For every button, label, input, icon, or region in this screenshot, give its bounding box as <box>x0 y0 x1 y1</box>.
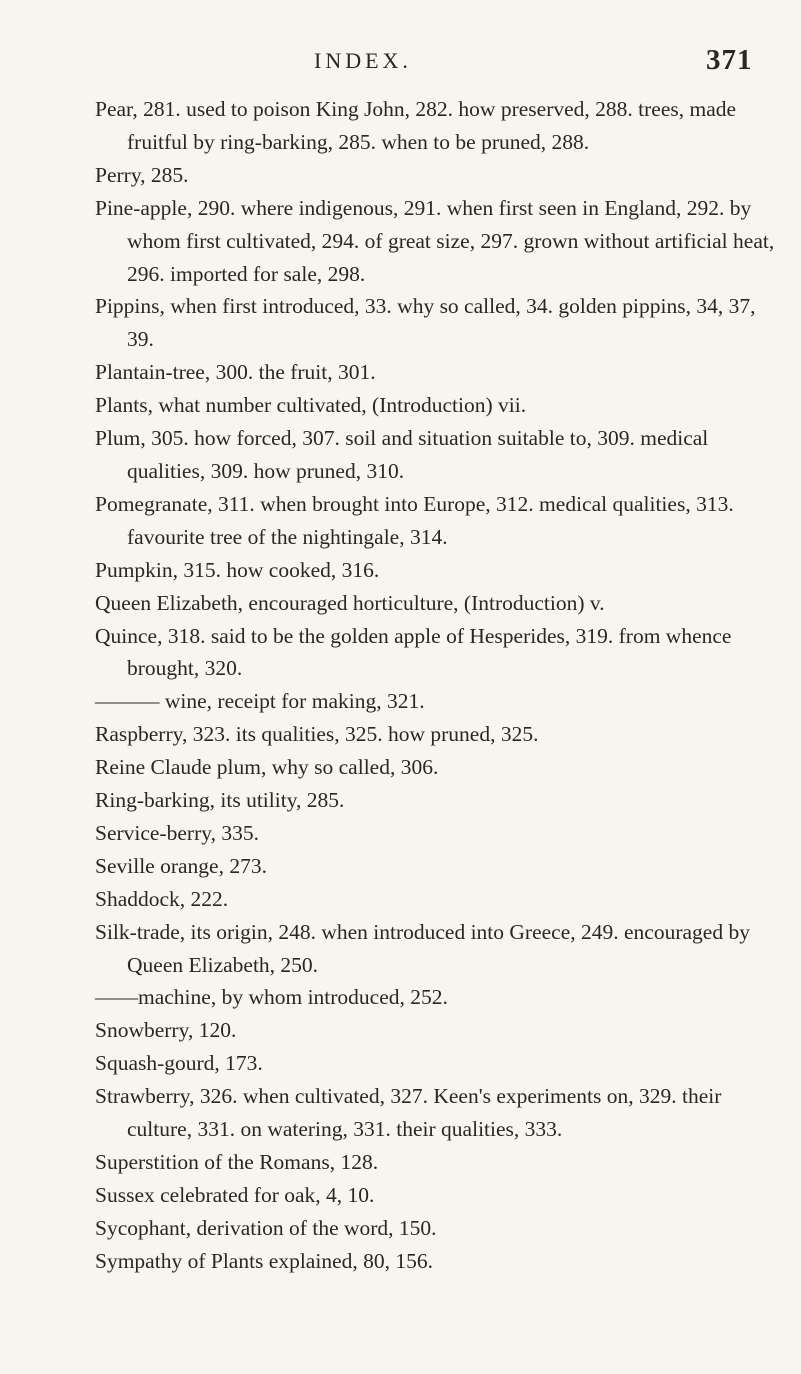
index-entry-quince: Quince, 318. said to be the golden apple of Hesperides, 319. from whence brought, 320. <box>95 623 732 681</box>
index-entry-service-berry: Service-berry, 335. <box>95 820 259 845</box>
index-entry-superstition: Superstition of the Romans, 128. <box>95 1150 379 1174</box>
index-entry-quince-wine: ——— wine, receipt for making, 321. <box>95 689 425 714</box>
index-entry-pumpkin: Pumpkin, 315. how cooked, 316. <box>95 557 380 582</box>
index-entry-plum: Plum, 305. how forced, 307. soil and situation suitable to, 309. medical qualities, 309. how pruned, 310. <box>95 426 709 483</box>
index-entry-reine-claude: Reine Claude plum, why so called, 306. <box>95 755 439 780</box>
index-entry-sympathy: Sympathy of Plants explained, 80, 156. <box>95 1248 433 1273</box>
index-entry-pine-apple: Pine-apple, 290. where indigenous, 291. when first seen in England, 292. by whom first cultivated, 294. of great size, 297. grown without artificial heat, 296. imported for sale, 298. <box>95 195 775 286</box>
index-entry-shaddock: Shaddock, 222. <box>95 886 229 911</box>
index-entry-seville-orange: Seville orange, 273. <box>95 853 267 878</box>
index-entry-snowberry: Snowberry, 120. <box>95 1018 237 1043</box>
page-header <box>0 44 801 84</box>
index-entry-perry: Perry, 285. <box>95 162 189 187</box>
index-entry-plantain-tree: Plantain-tree, 300. the fruit, 301. <box>95 360 376 385</box>
index-entry-queen-elizabeth: Queen Elizabeth, encouraged horticulture, (Introduction) v. <box>95 590 605 615</box>
index-entry-silk-machine: ——machine, by whom introduced, 252. <box>95 985 448 1010</box>
index-entry-ring-barking: Ring-barking, its utility, 285. <box>95 788 345 813</box>
index-entries <box>95 93 775 1278</box>
page-number: 371 <box>706 44 753 76</box>
index-entry-squash-gourd: Squash-gourd, 173. <box>95 1051 263 1076</box>
index-entry-pomegranate: Pomegranate, 311. when brought into Europe, 312. medical qualities, 313. favourite tree of the nightingale, 314. <box>95 491 734 549</box>
index-entry-sycophant: Sycophant, derivation of the word, 150. <box>95 1215 437 1240</box>
index-entry-pippins: Pippins, when first introduced, 33. why so called, 34. golden pippins, 34, 37, 39. <box>95 294 756 352</box>
index-entry-silk-trade: Silk-trade, its origin, 248. when introduced into Greece, 249. encouraged by Queen Elizabeth, 250. <box>95 919 750 977</box>
index-entry-strawberry: Strawberry, 326. when cultivated, 327. Keen's experiments on, 329. their culture, 331. on watering, 331. their qualities, 333. <box>95 1084 722 1142</box>
index-entry-sussex: Sussex celebrated for oak, 4, 10. <box>95 1182 375 1207</box>
index-entry-raspberry: Raspberry, 323. its qualities, 325. how pruned, 325. <box>95 722 539 747</box>
running-title: INDEX. <box>314 48 412 73</box>
index-entry-plants: Plants, what number cultivated, (Introduction) vii. <box>95 393 527 418</box>
index-entry-pear: Pear, 281. used to poison King John, 282. how preserved, 288. trees, made fruitful by ring-barking, 285. when to be pruned, 288. <box>95 97 737 154</box>
